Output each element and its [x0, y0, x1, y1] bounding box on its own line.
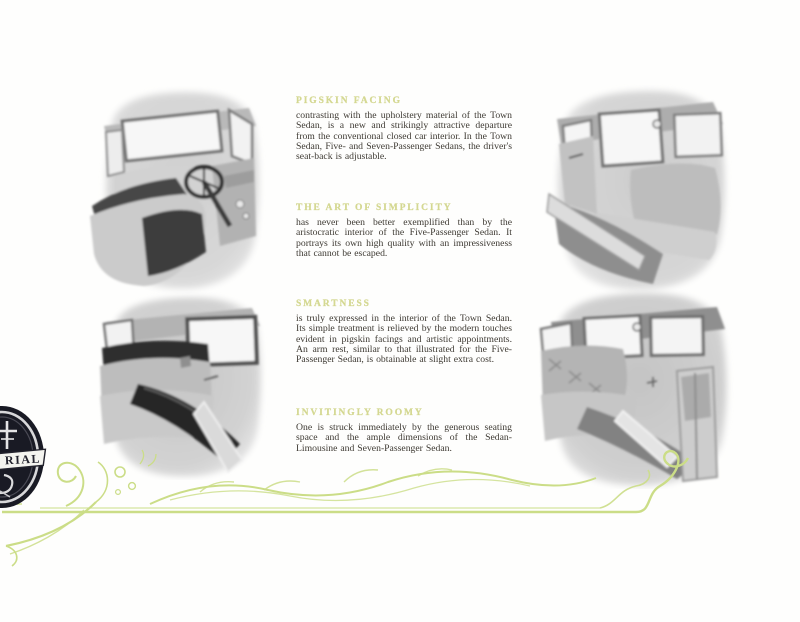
section-body: contrasting with the upholstery material of the Town Sedan, is a new and strikingly attractive departure from the conventional closed car interior. In the Town Sedan, Five- and Seven-Passenger Sedans, the driver's seat-back is adjustable.	[296, 110, 512, 163]
illustration-front-interior-steering-wheel	[84, 86, 266, 294]
imperial-badge	[0, 405, 50, 516]
section-body: has never been better exemplified than by the aristocratic interior of the Five-Passenger Sedan. It portrays its own high quality with an impressiveness that cannot be escaped.	[296, 217, 512, 259]
section-art-of-simplicity	[296, 203, 512, 259]
decorative-flourish	[0, 428, 710, 573]
illustration-rear-bench-seat	[533, 84, 751, 296]
section-pigskin-facing	[296, 96, 512, 162]
section-heading: SMARTNESS	[296, 299, 371, 309]
section-smartness	[296, 299, 512, 365]
section-heading: INVITINGLY ROOMY	[296, 408, 424, 418]
badge-text: RIAL	[4, 451, 42, 468]
section-body: One is struck immediately by the generous seating space and the ample dimensions of the Sedan-Limousine and Seven-Passenger Sedan.	[296, 422, 512, 454]
section-heading: PIGSKIN FACING	[296, 96, 402, 106]
section-heading: THE ART OF SIMPLICITY	[296, 203, 453, 213]
section-body: is truly expressed in the interior of the Town Sedan. Its simple treatment is relieved by the modern touches evident in pigskin facings and artistic appointments. An arm rest, similar to that illustrated for the Five-Passenger Sedan, is obtainable at slight extra cost.	[296, 313, 512, 366]
